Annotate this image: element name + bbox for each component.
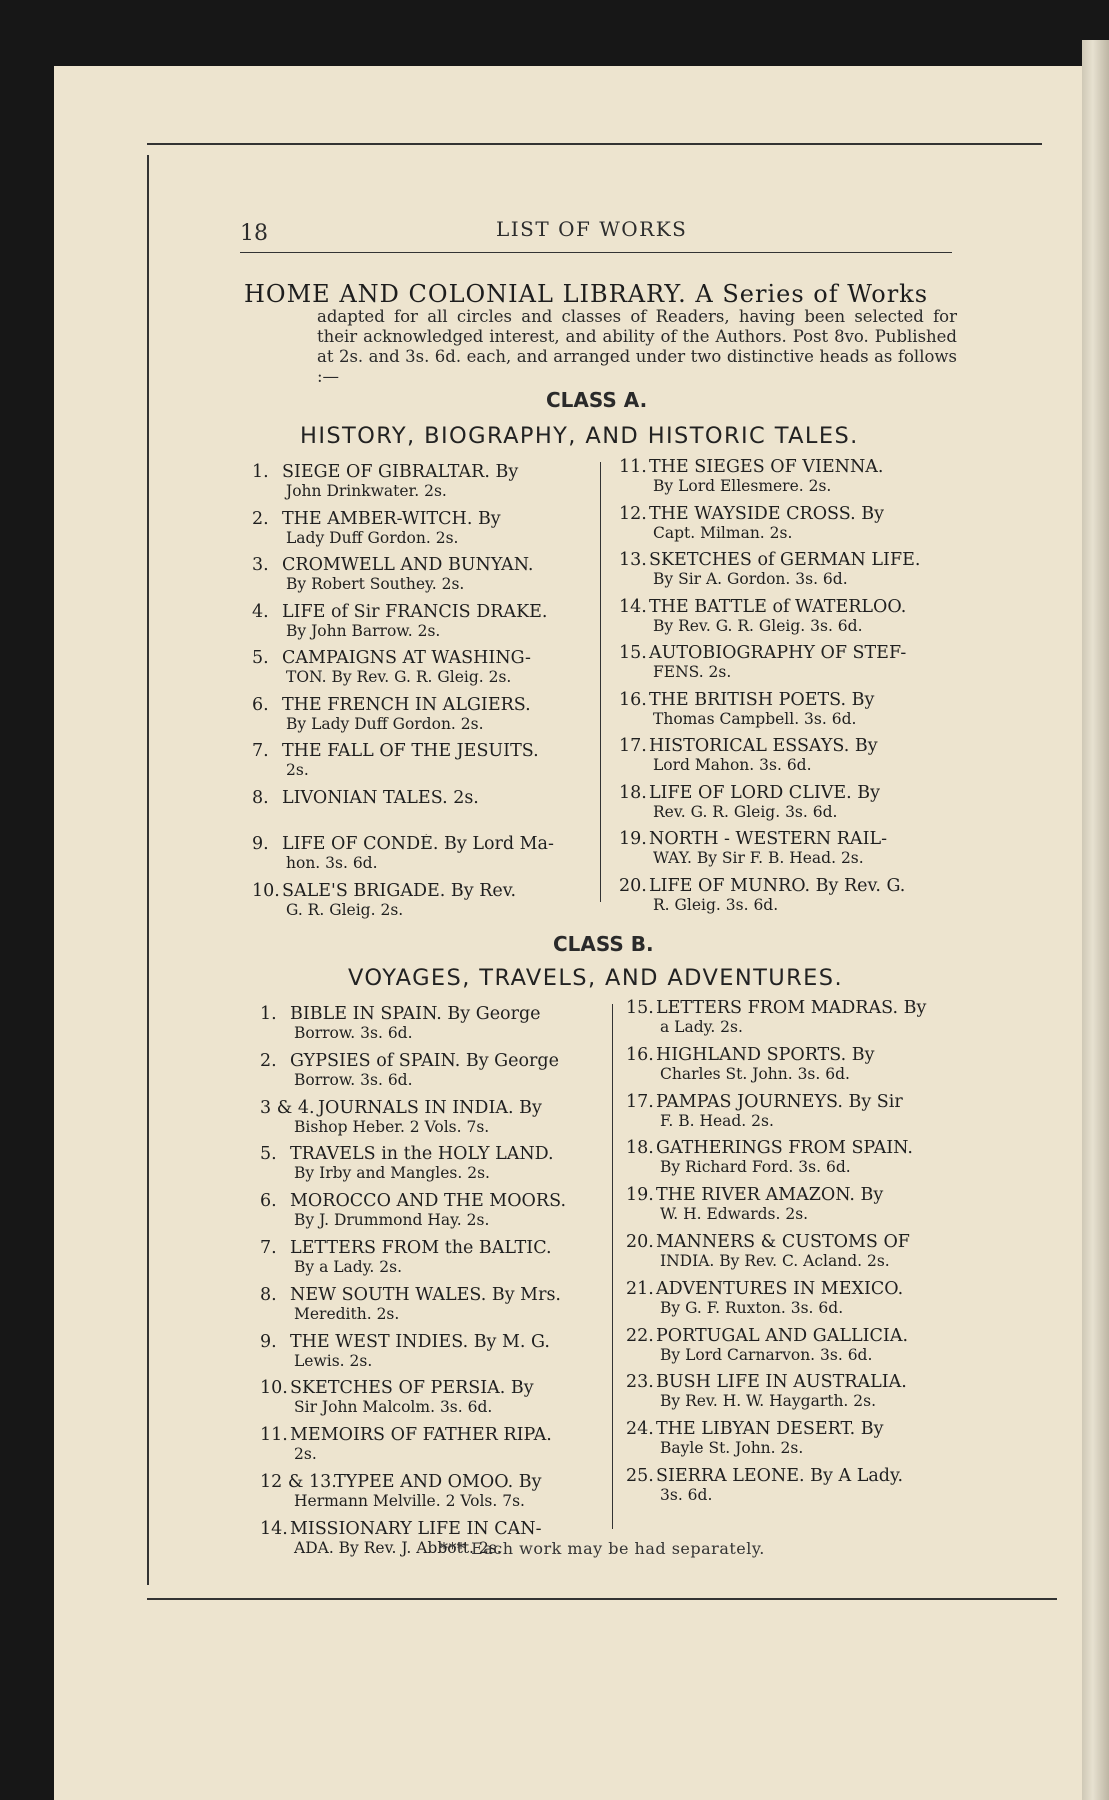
list-item <box>626 1045 971 1084</box>
item-number: 1. <box>252 462 269 482</box>
item-number: 12 & 13. <box>260 1472 337 1492</box>
item-number: 10. <box>260 1378 288 1399</box>
item-author: Charles St. John. 3s. 6d. <box>660 1064 850 1083</box>
item-number: 18. <box>619 782 647 803</box>
list-item <box>619 597 964 636</box>
item-title: BUSH LIFE IN AUSTRALIA. <box>656 1372 907 1393</box>
list-item <box>626 1232 971 1271</box>
item-title: LIFE OF MUNRO. By Rev. G. <box>649 875 906 896</box>
item-title: NEW SOUTH WALES. By Mrs. <box>290 1284 561 1305</box>
page-number: 18 <box>240 221 268 246</box>
list-item <box>626 998 971 1037</box>
item-author: W. H. Edwards. 2s. <box>660 1205 809 1224</box>
item-number: 17. <box>619 736 647 756</box>
item-author: By J. Drummond Hay. 2s. <box>294 1211 490 1230</box>
item-author: Bishop Heber. 2 Vols. 7s. <box>294 1117 490 1136</box>
item-author: 2s. <box>286 761 309 779</box>
item-author: Lewis. 2s. <box>294 1351 373 1370</box>
list-item <box>619 736 964 775</box>
item-number: 17. <box>626 1091 654 1112</box>
item-author: Thomas Campbell. 3s. 6d. <box>653 709 857 728</box>
adjacent-page-edge <box>1082 40 1109 1800</box>
class-b-subtitle: VOYAGES, TRAVELS, AND ADVENTURES. <box>348 965 844 991</box>
item-author: By Lady Duff Gordon. 2s. <box>286 714 484 733</box>
list-item <box>619 783 964 822</box>
list-item <box>260 1144 594 1183</box>
item-title: THE LIBYAN DESERT. By <box>656 1419 884 1440</box>
item-author: Lord Mahon. 3s. 6d. <box>653 756 812 774</box>
item-number: 20. <box>626 1232 654 1252</box>
item-title: SIERRA LEONE. By A Lady. <box>656 1466 904 1486</box>
list-item <box>619 457 964 496</box>
list-item <box>626 1279 971 1318</box>
frame-bottom-rule <box>147 1598 1057 1600</box>
item-number: 5. <box>260 1144 277 1165</box>
class-b-right-column <box>626 998 971 1538</box>
item-author: By G. F. Ruxton. 3s. 6d. <box>660 1298 844 1317</box>
item-title: LIFE of Sir FRANCIS DRAKE. <box>282 601 548 622</box>
list-item <box>260 1378 594 1417</box>
item-author: 2s. <box>294 1445 317 1464</box>
class-a-column-rule <box>600 462 601 902</box>
list-item <box>252 648 584 687</box>
class-b-column-rule <box>612 1004 613 1529</box>
list-item <box>260 1238 594 1277</box>
list-item <box>626 1419 971 1458</box>
item-title: LIVONIAN TALES. 2s. <box>282 787 479 808</box>
list-item <box>619 876 964 915</box>
class-a-right-column <box>619 457 964 914</box>
class-b-left-column <box>260 1004 594 1557</box>
item-author: Meredith. 2s. <box>294 1304 400 1323</box>
list-item <box>619 829 964 868</box>
list-item <box>260 1098 594 1137</box>
item-author: By Robert Southey. 2s. <box>286 575 465 593</box>
item-title: MANNERS & CUSTOMS OF <box>656 1232 910 1252</box>
list-item <box>260 1332 594 1371</box>
item-number: 2. <box>260 1050 277 1071</box>
item-author: By Sir A. Gordon. 3s. 6d. <box>653 570 848 588</box>
item-number: 19. <box>619 829 647 849</box>
item-number: 16. <box>619 689 647 710</box>
item-number: 9. <box>252 834 269 854</box>
item-number: 20. <box>619 875 647 896</box>
item-author: ADA. By Rev. J. Abbott. 2s. <box>294 1538 502 1557</box>
item-author: INDIA. By Rev. C. Acland. 2s. <box>660 1252 890 1270</box>
library-description: adapted for all circles and classes of Readers, having been selected for their acknowledged interest, and ability of the Authors. Post 8vo. Published at 2s. and 3s. 6d. each, and arranged under two distinctive heads as follows :— <box>317 307 957 386</box>
item-title: LIFE OF CONDÉ. By Lord Ma- <box>282 834 554 854</box>
library-title: HOME AND COLONIAL LIBRARY. A Series of Works <box>244 280 929 308</box>
list-item <box>619 643 964 682</box>
item-author: hon. 3s. 6d. <box>286 854 378 872</box>
list-item <box>626 1185 971 1224</box>
list-item <box>619 504 964 543</box>
item-number: 7. <box>252 741 269 761</box>
item-title: THE BRITISH POETS. By <box>649 689 875 710</box>
item-title: PORTUGAL AND GALLICIA. <box>656 1325 909 1346</box>
item-number: 5. <box>252 648 269 668</box>
list-item <box>260 1285 594 1324</box>
list-item <box>252 788 584 808</box>
item-number: 2. <box>252 508 269 529</box>
item-author: Sir John Malcolm. 3s. 6d. <box>294 1398 493 1417</box>
item-title: JOURNALS IN INDIA. By <box>318 1097 542 1118</box>
item-number: 12. <box>619 503 647 524</box>
list-item <box>252 881 584 920</box>
item-number: 4. <box>252 601 269 622</box>
list-item <box>626 1138 971 1177</box>
list-item <box>626 1092 971 1131</box>
item-title: THE BATTLE of WATERLOO. <box>649 596 907 617</box>
item-author: By a Lady. 2s. <box>294 1258 402 1276</box>
item-title: CAMPAIGNS AT WASHING- <box>282 648 531 668</box>
item-author: By Lord Ellesmere. 2s. <box>653 477 832 495</box>
list-item <box>252 695 584 734</box>
footnote: *** Each work may be had separately. <box>440 1539 765 1558</box>
item-number: 3. <box>252 555 269 575</box>
item-title: TYPEE AND OMOO. By <box>334 1472 542 1492</box>
list-item <box>252 602 584 641</box>
item-title: NORTH - WESTERN RAIL- <box>649 829 888 849</box>
item-number: 22. <box>626 1325 654 1346</box>
item-title: PAMPAS JOURNEYS. By Sir <box>656 1091 903 1112</box>
item-title: MEMOIRS OF FATHER RIPA. <box>290 1425 552 1446</box>
item-number: 11. <box>260 1425 288 1446</box>
item-number: 7. <box>260 1238 277 1258</box>
running-head: LIST OF WORKS <box>496 217 688 241</box>
item-title: CROMWELL AND BUNYAN. <box>282 555 534 575</box>
list-item <box>260 1425 594 1464</box>
item-number: 8. <box>252 787 269 808</box>
item-title: MISSIONARY LIFE IN CAN- <box>290 1518 542 1539</box>
item-title: THE WEST INDIES. By M. G. <box>290 1331 550 1352</box>
item-author: Borrow. 3s. 6d. <box>294 1024 413 1042</box>
item-number: 15. <box>626 998 654 1018</box>
class-a-label: CLASS A. <box>546 388 648 412</box>
item-number: 14. <box>260 1518 288 1539</box>
item-number: 25. <box>626 1466 654 1486</box>
item-author: Bayle St. John. 2s. <box>660 1439 804 1458</box>
item-author: F. B. Head. 2s. <box>660 1111 774 1130</box>
list-item <box>626 1466 971 1505</box>
item-title: THE FRENCH IN ALGIERS. <box>282 694 531 715</box>
item-number: 6. <box>260 1191 277 1212</box>
item-author: Rev. G. R. Gleig. 3s. 6d. <box>653 802 838 821</box>
item-title: LETTERS FROM the BALTIC. <box>290 1238 552 1258</box>
list-item <box>260 1051 594 1090</box>
item-number: 6. <box>252 694 269 715</box>
item-number: 14. <box>619 596 647 617</box>
list-item <box>252 509 584 548</box>
frame-left-rule <box>147 155 149 1585</box>
item-author: WAY. By Sir F. B. Head. 2s. <box>653 849 864 867</box>
item-title: LETTERS FROM MADRAS. By <box>656 998 927 1018</box>
item-number: 23. <box>626 1372 654 1393</box>
item-title: SKETCHES OF PERSIA. By <box>290 1378 534 1399</box>
item-author: TON. By Rev. G. R. Gleig. 2s. <box>286 668 512 686</box>
item-title: ADVENTURES IN MEXICO. <box>656 1278 904 1299</box>
item-author: By Rev. H. W. Haygarth. 2s. <box>660 1392 877 1411</box>
item-author: R. Gleig. 3s. 6d. <box>653 895 779 914</box>
item-author: Lady Duff Gordon. 2s. <box>286 528 459 547</box>
item-title: THE RIVER AMAZON. By <box>656 1185 884 1206</box>
item-author: a Lady. 2s. <box>660 1018 743 1036</box>
item-author: By John Barrow. 2s. <box>286 621 441 640</box>
item-title: MOROCCO AND THE MOORS. <box>290 1191 567 1212</box>
item-number: 10. <box>252 880 280 901</box>
list-item <box>626 1372 971 1411</box>
item-title: AUTOBIOGRAPHY OF STEF- <box>649 643 907 663</box>
item-number: 18. <box>626 1138 654 1159</box>
item-title: HIGHLAND SPORTS. By <box>656 1044 875 1065</box>
item-author: By Richard Ford. 3s. 6d. <box>660 1158 851 1177</box>
item-title: SALE'S BRIGADE. By Rev. <box>282 880 517 901</box>
item-title: THE FALL OF THE JESUITS. <box>282 741 539 761</box>
item-title: THE AMBER-WITCH. By <box>282 508 501 529</box>
class-b-label: CLASS B. <box>553 932 654 956</box>
item-author: 3s. 6d. <box>660 1486 713 1504</box>
item-author: G. R. Gleig. 2s. <box>286 900 404 919</box>
list-item <box>260 1191 594 1230</box>
item-author: By Irby and Mangles. 2s. <box>294 1164 490 1183</box>
item-number: 19. <box>626 1185 654 1206</box>
item-number: 1. <box>260 1004 277 1024</box>
item-number: 16. <box>626 1044 654 1065</box>
item-title: HISTORICAL ESSAYS. By <box>649 736 878 756</box>
item-author: FENS. 2s. <box>653 663 732 681</box>
item-author: Borrow. 3s. 6d. <box>294 1070 413 1089</box>
item-number: 21. <box>626 1278 654 1299</box>
item-number: 13. <box>619 550 647 570</box>
item-title: BIBLE IN SPAIN. By George <box>290 1004 541 1024</box>
list-item <box>626 1326 971 1365</box>
item-title: SKETCHES of GERMAN LIFE. <box>649 550 921 570</box>
item-number: 24. <box>626 1419 654 1440</box>
list-item <box>252 834 584 873</box>
list-item <box>619 550 964 589</box>
item-title: GYPSIES of SPAIN. By George <box>290 1050 559 1071</box>
list-item <box>252 555 584 594</box>
list-item <box>260 1472 594 1511</box>
item-title: LIFE OF LORD CLIVE. By <box>649 782 881 803</box>
item-number: 8. <box>260 1284 277 1305</box>
item-number: 9. <box>260 1331 277 1352</box>
item-author: By Rev. G. R. Gleig. 3s. 6d. <box>653 616 863 635</box>
class-a-subtitle: HISTORY, BIOGRAPHY, AND HISTORIC TALES. <box>300 423 859 449</box>
class-a-left-column <box>252 462 584 919</box>
list-item <box>619 690 964 729</box>
item-number: 15. <box>619 643 647 663</box>
item-title: TRAVELS in the HOLY LAND. <box>290 1144 554 1165</box>
frame-top-rule <box>147 143 1042 145</box>
item-number: 3 & 4. <box>260 1097 315 1118</box>
item-title: THE SIEGES OF VIENNA. <box>649 457 884 477</box>
list-item <box>252 462 584 501</box>
item-number: 11. <box>619 457 647 477</box>
item-author: By Lord Carnarvon. 3s. 6d. <box>660 1345 873 1364</box>
item-author: Capt. Milman. 2s. <box>653 523 793 542</box>
item-title: SIEGE OF GIBRALTAR. By <box>282 462 519 482</box>
header-rule <box>240 252 952 253</box>
item-title: THE WAYSIDE CROSS. By <box>649 503 884 524</box>
item-title: GATHERINGS FROM SPAIN. <box>656 1138 913 1159</box>
item-author: Hermann Melville. 2 Vols. 7s. <box>294 1492 525 1510</box>
item-author: John Drinkwater. 2s. <box>286 482 447 500</box>
list-item <box>260 1004 594 1043</box>
list-item <box>252 741 584 780</box>
